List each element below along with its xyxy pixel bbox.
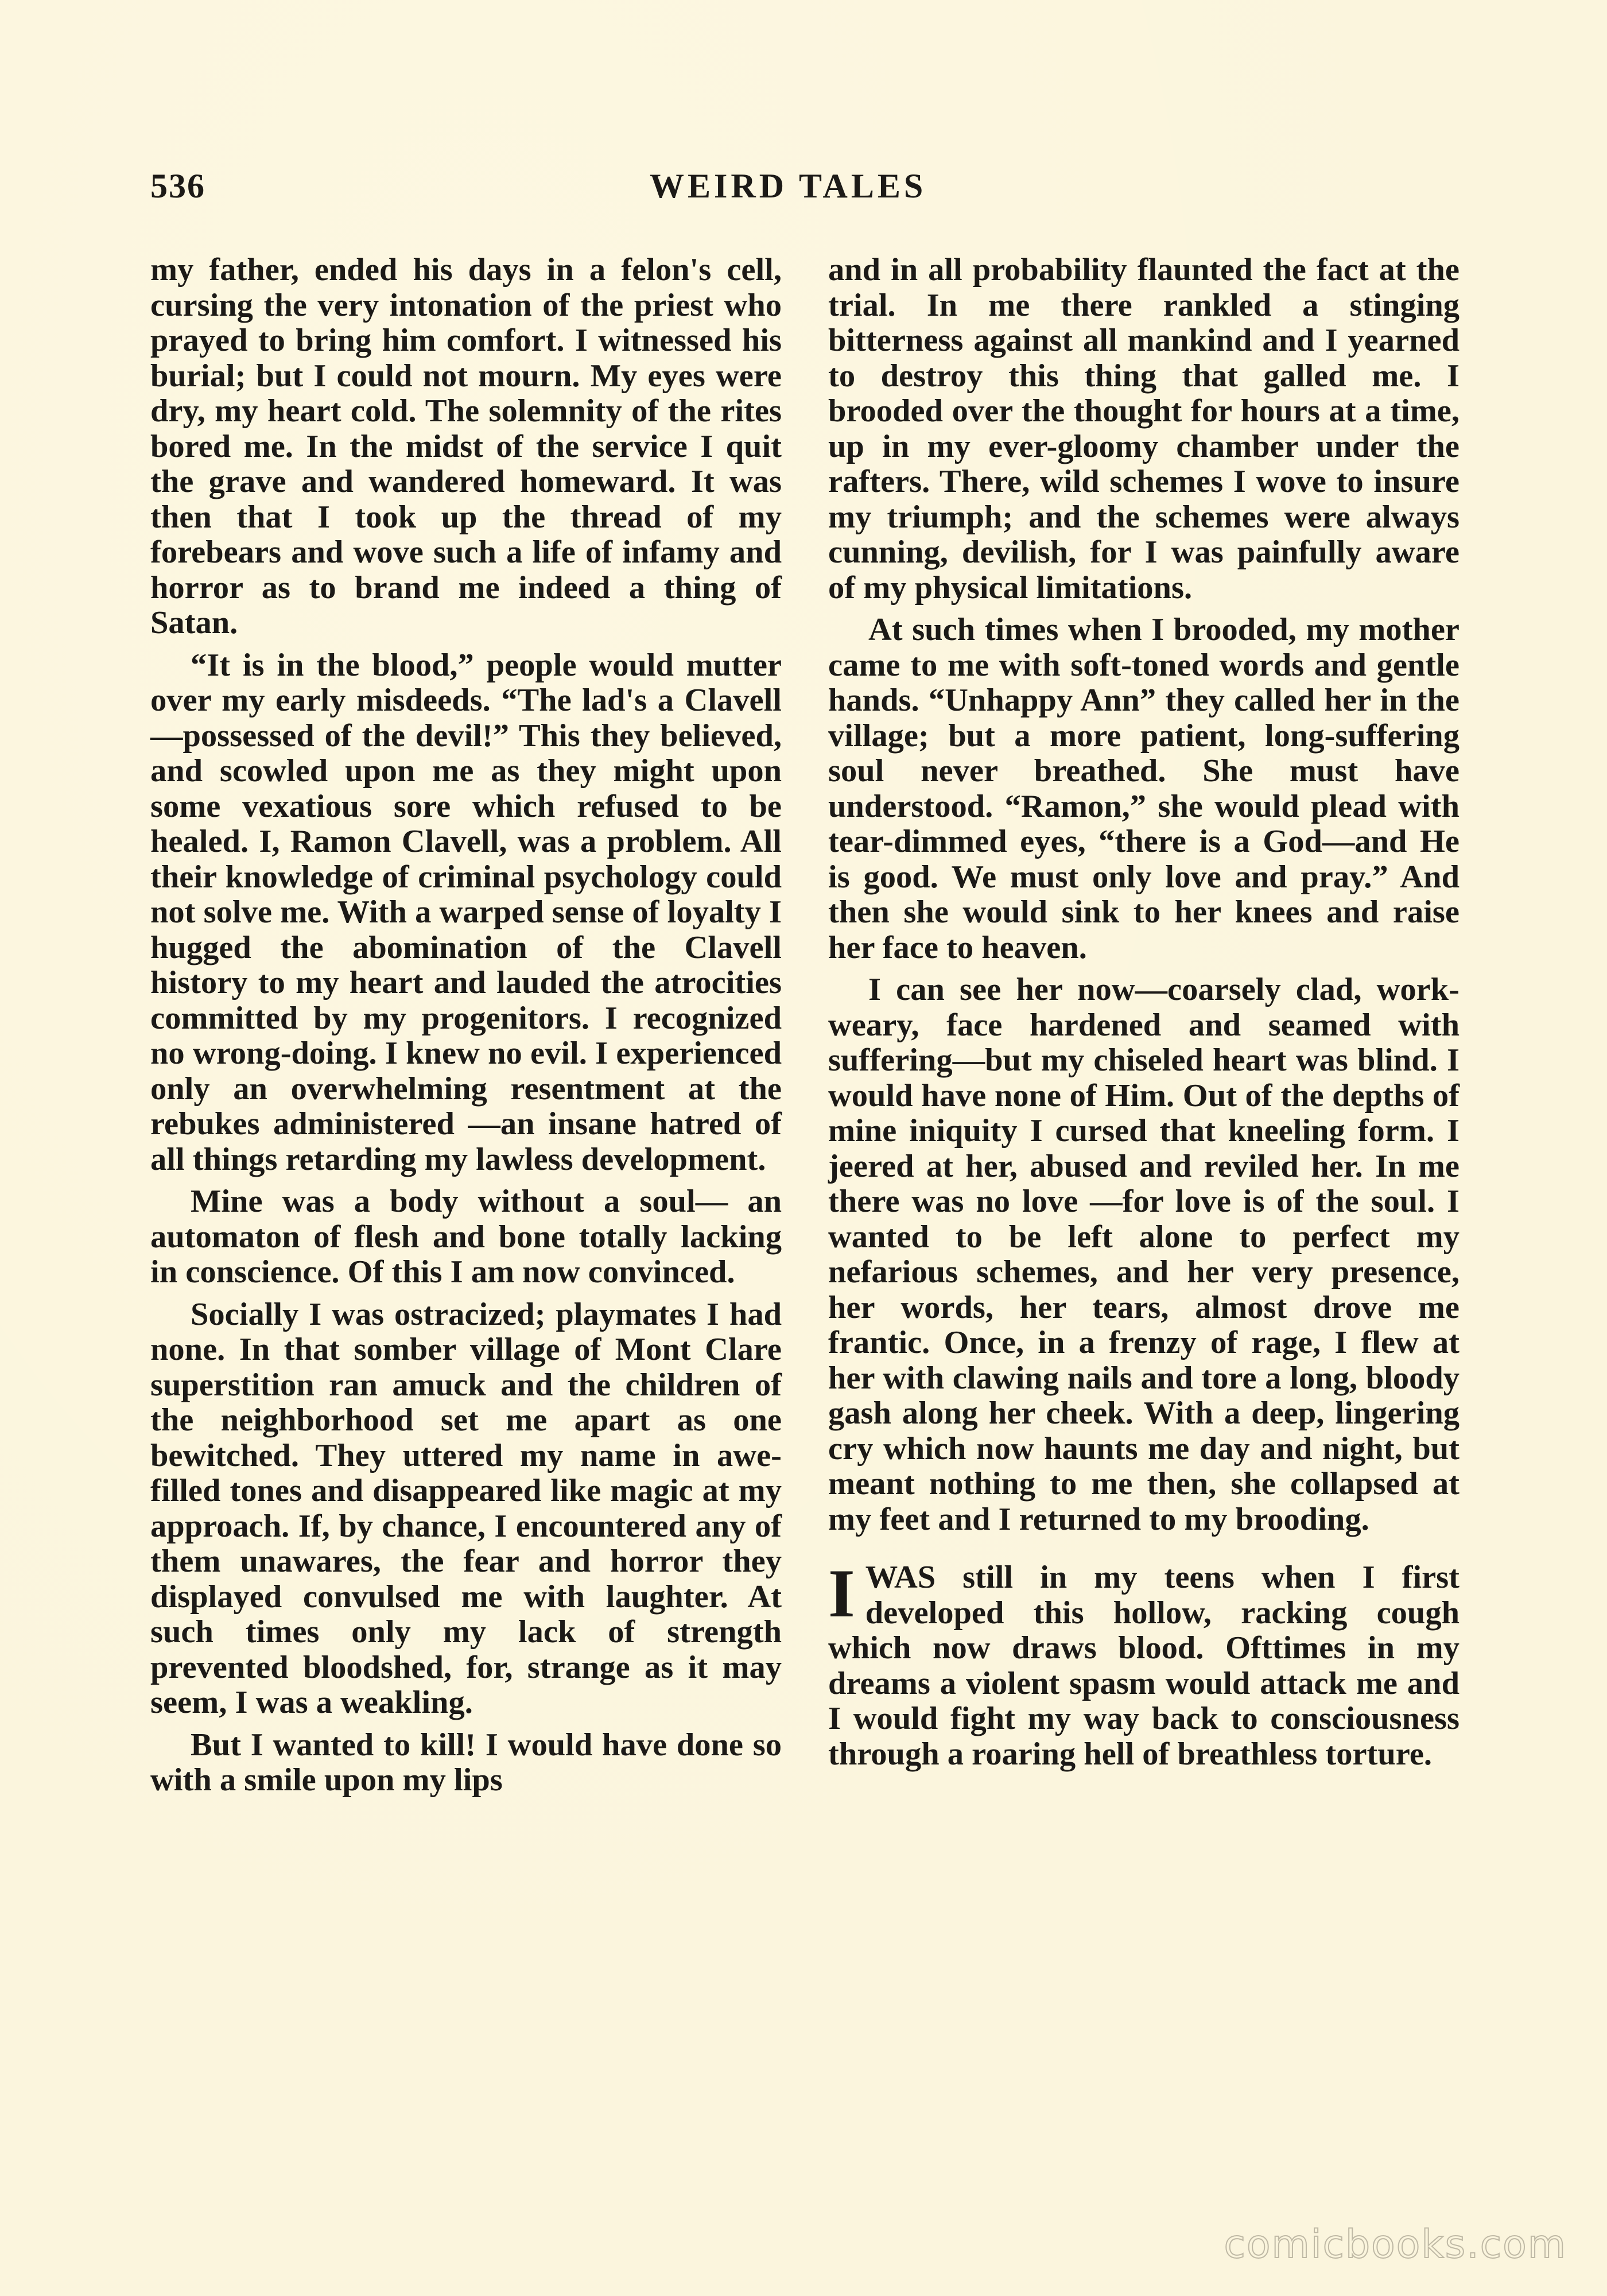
small-caps-lead: WAS bbox=[865, 1560, 936, 1595]
left-paragraph-3: Mine was a body without a soul— an automaton of flesh and bone totally lacking in conscience. Of this I am now convinced. bbox=[150, 1184, 782, 1290]
left-paragraph-2: “It is in the blood,” people would mutter over my early misdeeds. “The lad's a Clavell—possessed of the devil!” This they believed, and scowled upon me as they might upon some vexatious sore which refused to be healed. I, Ramon Clavell, was a problem. All their knowledge of criminal psychology could not solve me. With a warped sense of loyalty I hugged the abomination of the Clavell history to my heart and lauded the atrocities committed by my progenitors. I recognized no wrong-doing. I knew no evil. I experienced only an overwhelming resentment at the rebukes administered —an insane hatred of all things retarding my lawless development. bbox=[150, 647, 782, 1177]
section-break-paragraph bbox=[828, 1555, 1460, 1772]
right-paragraph-1: and in all probability flaunted the fact at the trial. In me there rankled a stinging bitterness against all mankind and I yearned to destroy this thing that galled me. I brooded over the thought for hours at a time, up in my ever-gloomy chamber under the rafters. There, wild schemes I wove to insure my triumph; and the schemes were always cunning, devilish, for I was painfully aware of my physical limitations. bbox=[828, 252, 1460, 606]
page-header bbox=[150, 166, 1459, 212]
drop-cap-letter: I bbox=[828, 1555, 855, 1631]
right-paragraph-2: At such times when I brooded, my mother came to me with soft-toned words and gentle hands. “Unhappy Ann” they called her in the village; but a more patient, long-suffering soul never breathed. She must have understood. “Ramon,” she would plead with tear-dimmed eyes, “there is a God—and He is good. We must only love and pray.” And then she would sink to her knees and raise her face to heaven. bbox=[828, 612, 1460, 965]
right-column bbox=[828, 253, 1460, 1779]
left-paragraph-1: my father, ended his days in a felon's cell, cursing the very intonation of the priest who prayed to bring him comfort. I witnessed his burial; but I could not mourn. My eyes were dry, my heart cold. The solemnity of the rites bored me. In the midst of the service I quit the grave and wandered homeward. It was then that I took up the thread of my forebears and wove such a life of infamy and horror as to brand me indeed a thing of Satan. bbox=[150, 252, 782, 641]
section-paragraph-text: still in my teens when I first developed this hollow, racking cough which now draws blood. Ofttimes in my dreams a violent spasm would attack me and I would fight my way back to consciousness through a roaring hell of breathless torture. bbox=[828, 1560, 1460, 1772]
running-title: WEIRD TALES bbox=[650, 167, 927, 205]
page-number: 536 bbox=[150, 167, 205, 205]
site-watermark: comicbooks.com bbox=[1224, 2222, 1567, 2267]
right-paragraph-3: I can see her now—coarsely clad, work-weary, face hardened and seamed with suffering—but my chiseled heart was blind. I would have none of Him. Out of the depths of mine iniquity I cursed that kneeling form. I jeered at her, abused and reviled her. In me there was no love —for love is of the soul. I wanted to be left alone to perfect my nefarious schemes, and her very presence, her words, her tears, almost drove me frantic. Once, in a frenzy of rage, I flew at her with clawing nails and tore a long, bloody gash along her cheek. With a deep, lingering cry which now haunts me day and night, but meant nothing to me then, she collapsed at my feet and I returned to my brooding. bbox=[828, 972, 1460, 1537]
left-paragraph-5: But I wanted to kill! I would have done so with a smile upon my lips bbox=[150, 1727, 782, 1798]
left-column bbox=[150, 253, 782, 1805]
left-paragraph-4: Socially I was ostracized; playmates I had none. In that somber village of Mont Clare superstition ran amuck and the children of the neighborhood set me apart as one bewitched. They uttered my name in awe-filled tones and disappeared like magic at my approach. If, by chance, I encountered any of them unawares, the fear and horror they displayed convulsed me with laughter. At such times only my lack of strength prevented bloodshed, for, strange as it may seem, I was a weakling. bbox=[150, 1296, 782, 1720]
